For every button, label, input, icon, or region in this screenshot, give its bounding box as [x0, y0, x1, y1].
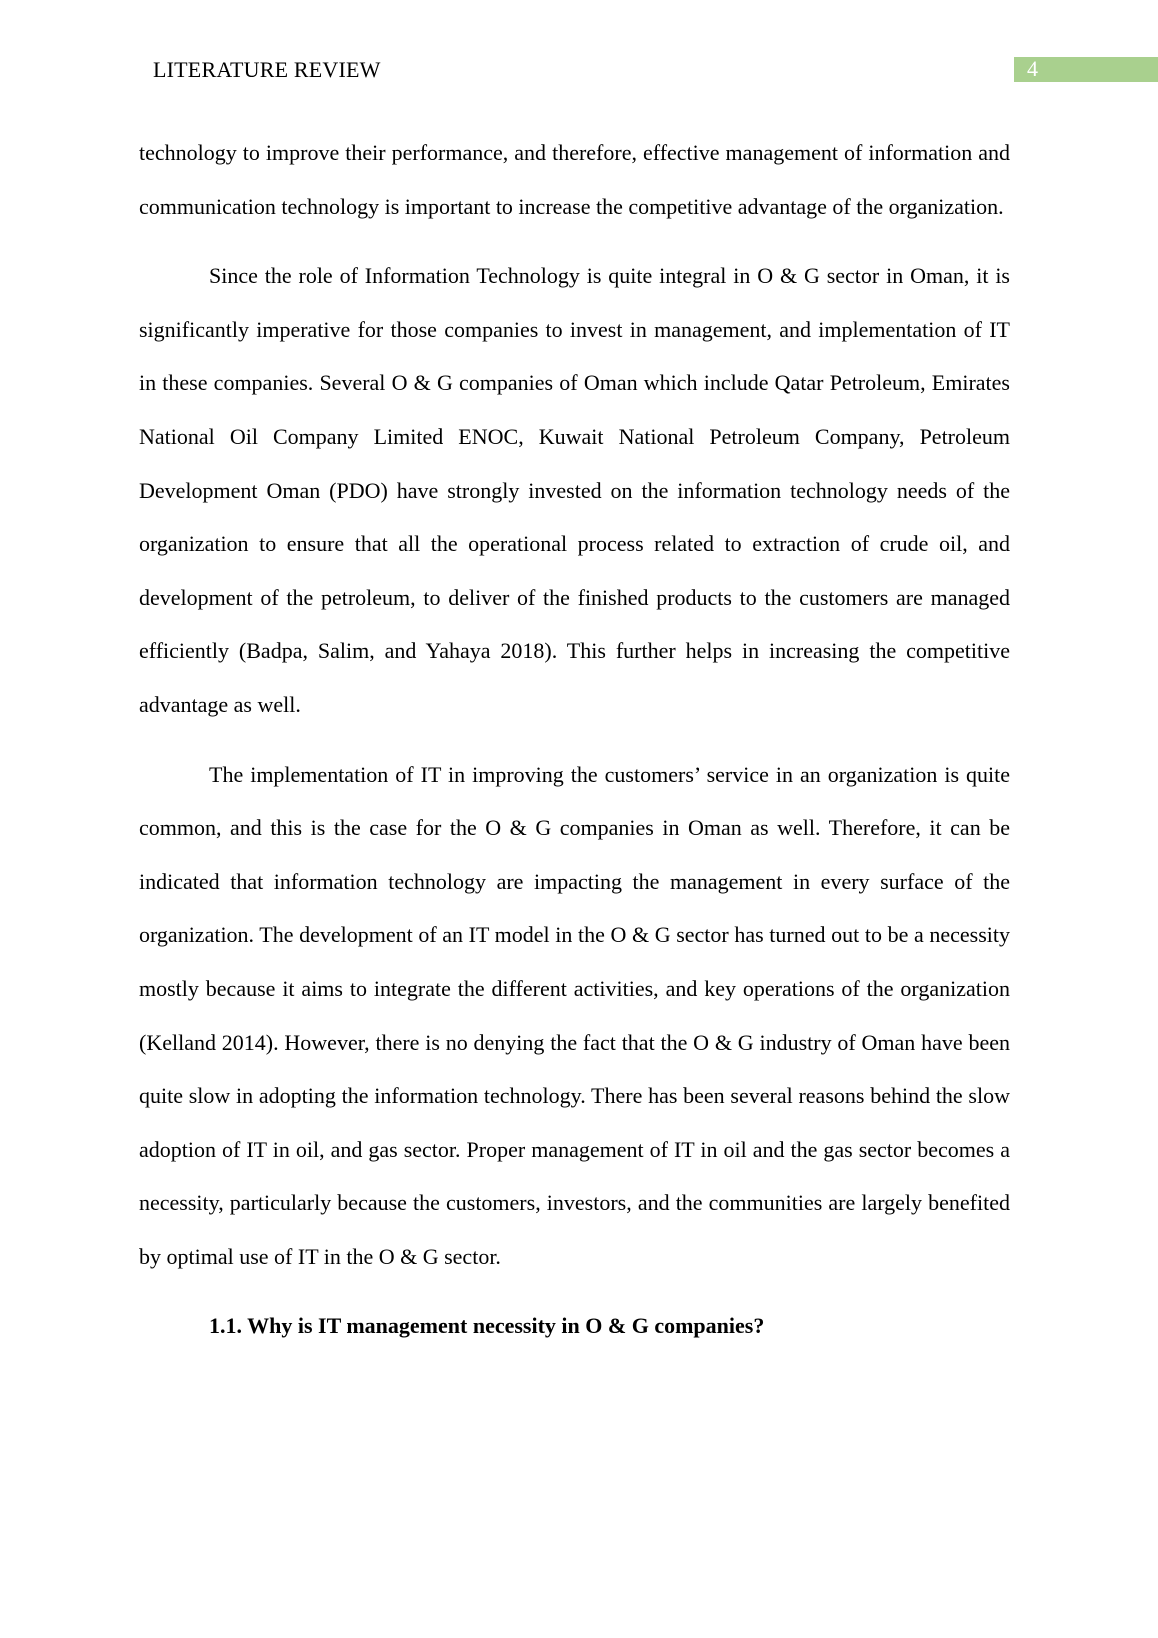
paragraph-continuation: technology to improve their performance, and therefore, effective management of information and communication technology is important to increase the competitive advantage of the organization. [139, 140, 1010, 219]
paragraph-it-role-oman: Since the role of Information Technology is quite integral in O & G sector in Oman, it is significantly imperative for those companies to invest in management, and implementation of IT in these companies. Several O & G companies of Oman which include Qatar Petroleum, Emirates National Oil Company Limited ENOC, Kuwait National Petroleum Company, Petroleum Development Oman (PDO) have strongly invested on the information technology needs of the organization to ensure that all the operational process related to extraction of crude oil, and development of the petroleum, to deliver of the finished products to the customers are managed efficiently (Badpa, Salim, and Yahaya 2018). This further helps in increasing the competitive advantage as well. [139, 263, 1010, 717]
paragraph-it-implementation: The implementation of IT in improving the customers’ service in an organization is quite common, and this is the case for the O & G companies in Oman as well. Therefore, it can be indicated that information technology are impacting the management in every surface of the organization. The development of an IT model in the O & G sector has turned out to be a necessity mostly because it aims to integrate the different activities, and key operations of the organization (Kelland 2014). However, there is no denying the fact that the O & G industry of Oman have been quite slow in adopting the information technology. There has been several reasons behind the slow adoption of IT in oil, and gas sector. Proper management of IT in oil and the gas sector becomes a necessity, particularly because the customers, investors, and the communities are largely benefited by optimal use of IT in the O & G sector. [139, 761, 1010, 1269]
section-heading: 1.1. Why is IT management necessity in O & G companies? [209, 1313, 765, 1339]
running-header-title: LITERATURE REVIEW [153, 57, 381, 82]
document-body [139, 126, 1010, 1353]
page-number: 4 [1027, 56, 1038, 81]
page-number-badge [1014, 57, 1158, 82]
